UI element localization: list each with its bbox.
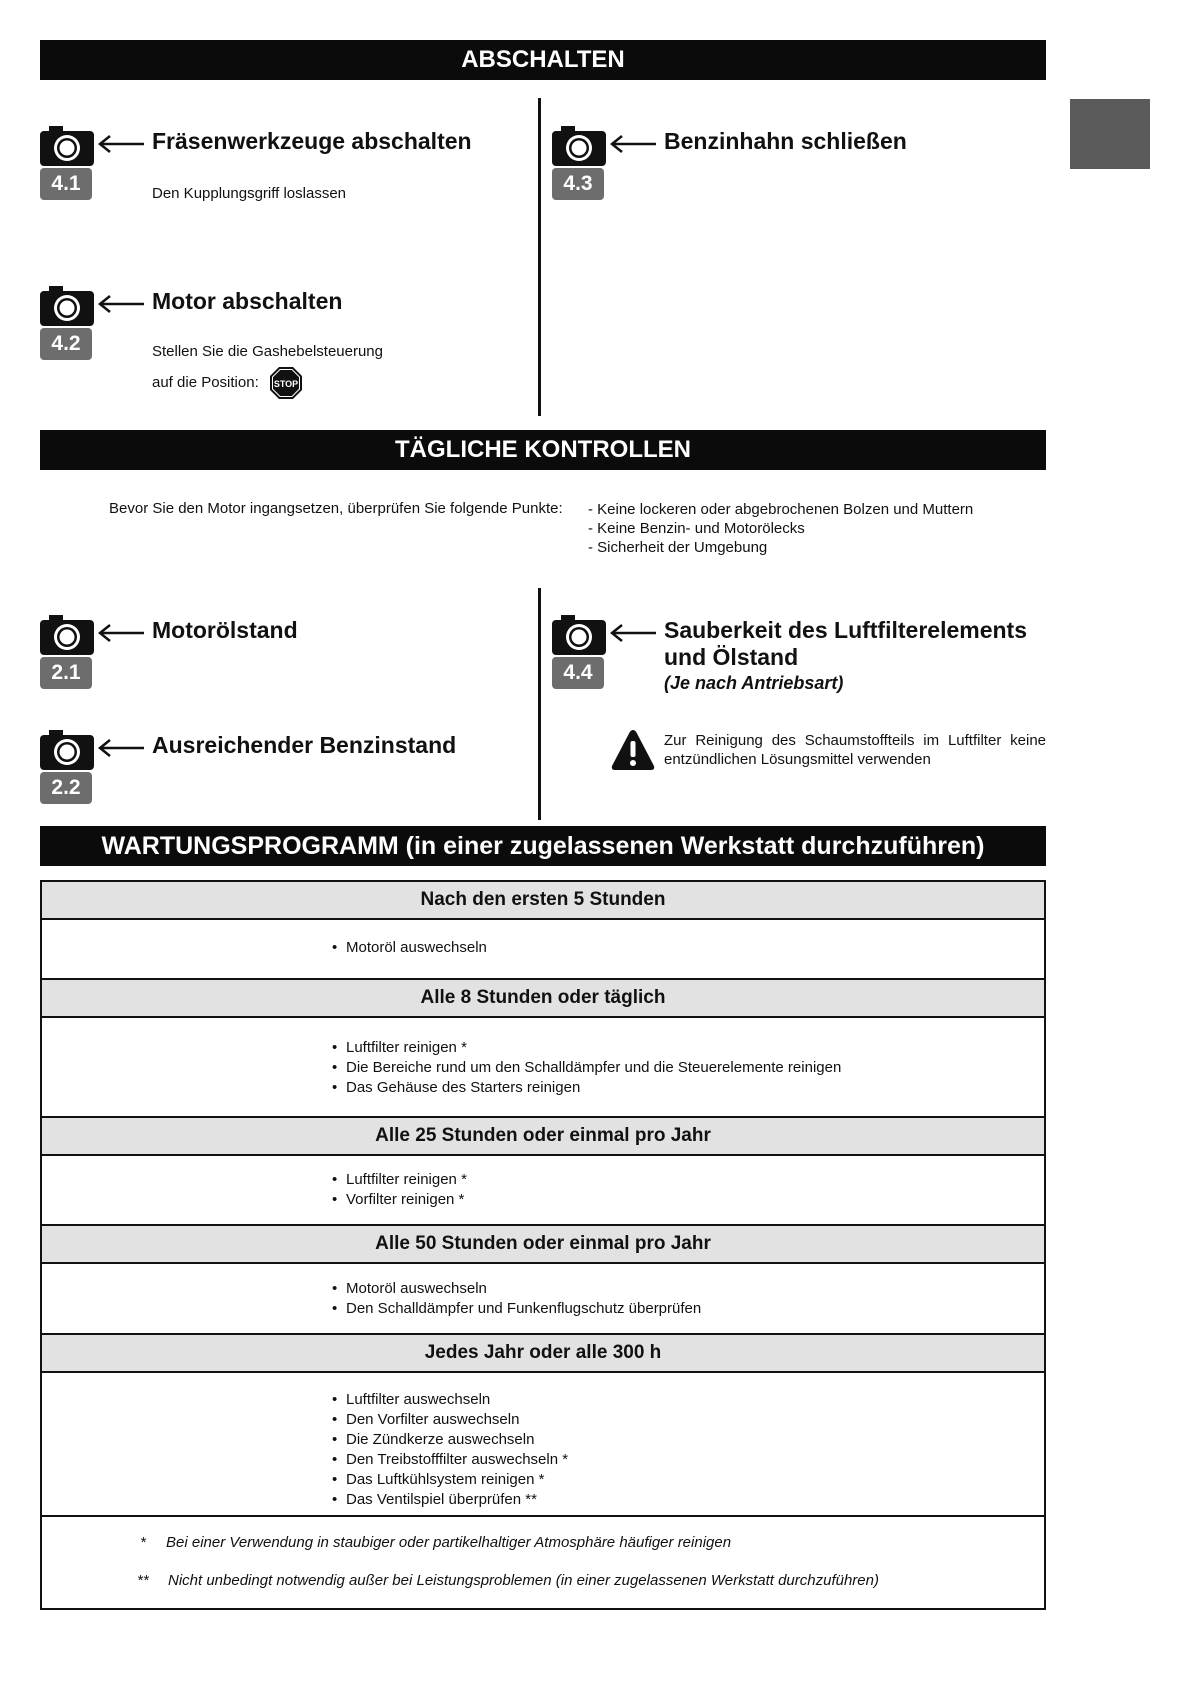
stop-sign-icon: [269, 366, 303, 400]
task-item: • Vorfilter reinigen *: [332, 1190, 467, 1210]
task-item: • Das Ventilspiel überprüfen **: [332, 1490, 568, 1510]
arrow-left-icon: [96, 738, 144, 758]
step-title: Fräsenwerkzeuge abschalten: [152, 128, 472, 154]
step-description-line2: [152, 366, 303, 400]
task-item: • Den Vorfilter auswechseln: [332, 1410, 568, 1430]
footnote-text: Bei einer Verwendung in staubiger oder partikelhaltiger Atmosphäre häufiger reinigen: [166, 1534, 732, 1551]
camera-icon: [40, 730, 94, 770]
checks-intro: Bevor Sie den Motor ingangsetzen, überprüfen Sie folgende Punkte:: [109, 500, 563, 517]
check-item: - Keine lockeren oder abgebrochenen Bolzen und Muttern: [588, 501, 974, 518]
step-description: Den Kupplungsgriff loslassen: [152, 185, 347, 202]
position-label: auf die Position:: [152, 373, 259, 391]
interval-header: Alle 8 Stunden oder täglich: [42, 978, 1044, 1018]
arrow-left-icon: [96, 623, 144, 643]
section-title-abschalten: ABSCHALTEN: [40, 40, 1046, 80]
step-title: Sauberkeit des Luftfilterelements: [664, 617, 1027, 643]
checks-list: [588, 500, 973, 557]
step-title-line2: und Ölstand: [664, 644, 799, 670]
step-description: Stellen Sie die Gashebelsteuerung: [152, 343, 383, 360]
task-item: • Luftfilter auswechseln: [332, 1390, 568, 1410]
check-item: - Sicherheit der Umgebung: [588, 539, 768, 556]
footnote-text: Nicht unbedingt notwendig außer bei Leistungsproblemen (in einer zugelassenen Werkstatt durchzuführen): [168, 1572, 879, 1589]
arrow-left-icon: [608, 623, 656, 643]
arrow-left-icon: [96, 294, 144, 314]
warning-icon: [610, 728, 656, 772]
arrow-left-icon: [608, 134, 656, 154]
step-badge: 4.1: [40, 168, 92, 200]
arrow-left-icon: [96, 134, 144, 154]
interval-header: Alle 25 Stunden oder einmal pro Jahr: [42, 1116, 1044, 1156]
task-item: • Den Schalldämpfer und Funkenflugschutz überprüfen: [332, 1299, 701, 1319]
camera-icon: [40, 286, 94, 326]
section-title-taegliche-kontrollen: TÄGLICHE KONTROLLEN: [40, 430, 1046, 470]
maintenance-table: [40, 880, 1046, 1610]
interval-header: Alle 50 Stunden oder einmal pro Jahr: [42, 1224, 1044, 1264]
step-badge: 4.4: [552, 657, 604, 689]
step-badge: 2.1: [40, 657, 92, 689]
step-badge: 4.3: [552, 168, 604, 200]
interval-tasks: [332, 1279, 701, 1319]
task-item: • Luftfilter reinigen *: [332, 1170, 467, 1190]
footnote-mark: **: [137, 1572, 149, 1589]
task-item: • Die Bereiche rund um den Schalldämpfer und die Steuerelemente reinigen: [332, 1058, 841, 1078]
interval-header: Nach den ersten 5 Stunden: [42, 882, 1044, 920]
task-item: • Den Treibstofffilter auswechseln *: [332, 1450, 568, 1470]
footnote-mark: *: [140, 1534, 146, 1551]
task-item: • Das Luftkühlsystem reinigen *: [332, 1470, 568, 1490]
warning-text: Zur Reinigung des Schaumstoffteils im Luftfilter keine entzündlichen Lösungsmittel verwenden: [664, 732, 1046, 768]
interval-tasks: [332, 1170, 467, 1210]
section-title-wartungsprogramm: WARTUNGSPROGRAMM (in einer zugelassenen Werkstatt durchzuführen): [40, 826, 1046, 866]
check-item: - Keine Benzin- und Motorölecks: [588, 520, 805, 537]
task-item: • Die Zündkerze auswechseln: [332, 1430, 568, 1450]
task-item: • Motoröl auswechseln: [332, 1279, 701, 1299]
interval-header: Jedes Jahr oder alle 300 h: [42, 1333, 1044, 1373]
column-divider: [538, 588, 541, 820]
stop-sign-label: STOP: [273, 379, 299, 389]
interval-tasks: [332, 1038, 841, 1098]
camera-icon: [552, 126, 606, 166]
step-badge: 2.2: [40, 772, 92, 804]
column-divider: [538, 98, 541, 416]
step-badge: 4.2: [40, 328, 92, 360]
step-note: (Je nach Antriebsart): [664, 673, 844, 693]
task-item: • Das Gehäuse des Starters reinigen: [332, 1078, 841, 1098]
interval-tasks: [332, 938, 487, 958]
footnote-divider: [42, 1515, 1044, 1517]
task-item: • Luftfilter reinigen *: [332, 1038, 841, 1058]
task-item: • Motoröl auswechseln: [332, 938, 487, 958]
step-title: Motorölstand: [152, 617, 298, 643]
camera-icon: [40, 615, 94, 655]
camera-icon: [552, 615, 606, 655]
camera-icon: [40, 126, 94, 166]
step-title: Motor abschalten: [152, 288, 343, 314]
chapter-tab: [1070, 99, 1150, 169]
step-title: Ausreichender Benzinstand: [152, 732, 457, 758]
step-title: Benzinhahn schließen: [664, 128, 907, 154]
interval-tasks: [332, 1390, 568, 1510]
